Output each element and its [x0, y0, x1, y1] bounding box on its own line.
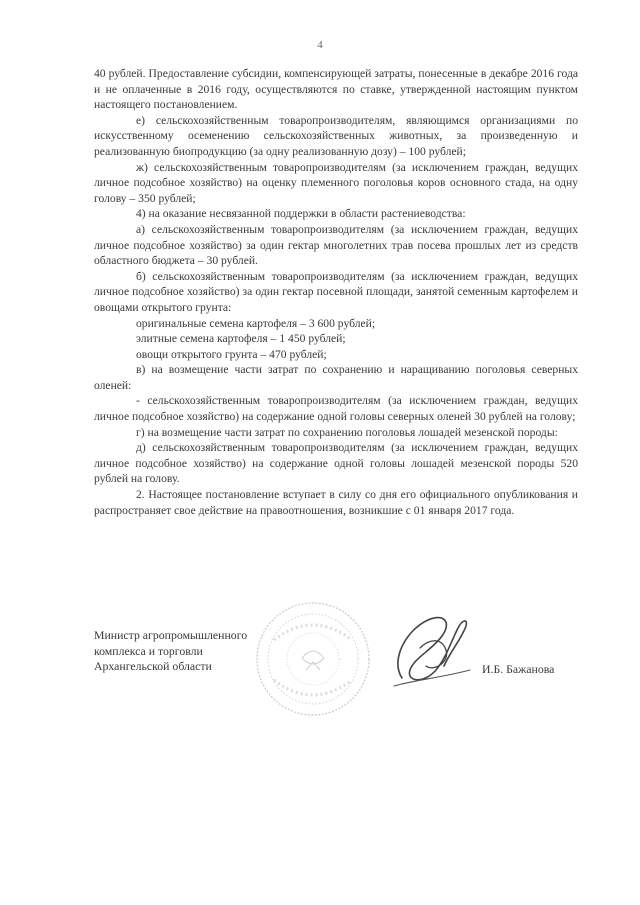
signer-name: И.Б. Бажанова — [482, 662, 555, 676]
signer-title-line-2: комплекса и торговли — [94, 643, 203, 658]
signer-title-line-3: Архангельской области — [94, 659, 212, 674]
signer-title-line-1: Министр агропромышленного — [94, 628, 248, 642]
document-body — [94, 66, 578, 518]
handwritten-signature-icon — [384, 608, 474, 694]
paragraph-14: 2. Настоящее постановление вступает в силу со дня его официального опубликования и распространяет свое действие на правоотношения, возникшие с 01 января 2017 года. — [94, 488, 578, 517]
page-number: 4 — [317, 39, 323, 51]
paragraph-9: овощи открытого грунта – 470 рублей; — [136, 347, 327, 361]
paragraph-5: а) сельскохозяйственным товаропроизводителям (за исключением граждан, ведущих личное подсобное хозяйство) за один гектар многолетних трав посева прошлых лет из средств областного бюджета – 30 рублей. — [94, 222, 578, 268]
paragraph-3: ж) сельскохозяйственным товаропроизводителям (за исключением граждан, ведущих личное подсобное хозяйство) на оценку племенного поголовья коров основного стада, на одну голову – 350 рублей; — [94, 160, 578, 205]
signer-title — [94, 628, 247, 675]
paragraph-1: 40 рублей. Предоставление субсидии, компенсирующей затраты, понесенные в декабре 2016 года и не оплаченные в 2016 году, осуществляются по ставке, утвержденной настоящим пунктом настоящего постановлением. — [94, 67, 578, 112]
paragraph-7: оригинальные семена картофеля – 3 600 рублей; — [136, 316, 376, 330]
official-seal-icon — [254, 600, 372, 718]
signature-block — [94, 628, 594, 738]
paragraph-10: в) на возмещение части затрат по сохранению и наращиванию поголовья северных оленей: — [94, 363, 578, 392]
paragraph-12: г) на возмещение части затрат по сохранению поголовья лошадей мезенской породы: — [136, 425, 558, 439]
paragraph-4: 4) на оказание несвязанной поддержки в области растениеводства: — [136, 207, 466, 221]
paragraph-6: б) сельскохозяйственным товаропроизводителям (за исключением граждан, ведущих личное подсобное хозяйство) за один гектар посевной площади, занятой семенным картофелем и овощами открытого грунта: — [94, 269, 578, 314]
paragraph-2: е) сельскохозяйственным товаропроизводителям, являющимся организациями по искусственному осеменению сельскохозяйственных животных, за произведенную и реализованную биопродукцию (за одну реализованную дозу) – 100 рублей; — [94, 113, 578, 158]
paragraph-13: д) сельскохозяйственным товаропроизводителям (за исключением граждан, ведущих личное подсобное хозяйство) на содержание одной головы лошадей мезенской породы 520 рублей на голову. — [94, 441, 578, 486]
paragraph-8: элитные семена картофеля – 1 450 рублей; — [136, 332, 346, 346]
paragraph-11: - сельскохозяйственным товаропроизводителям (за исключением граждан, ведущих личное подсобное хозяйство) на содержание одной головы северных оленей 30 рублей на голову; — [94, 394, 578, 424]
